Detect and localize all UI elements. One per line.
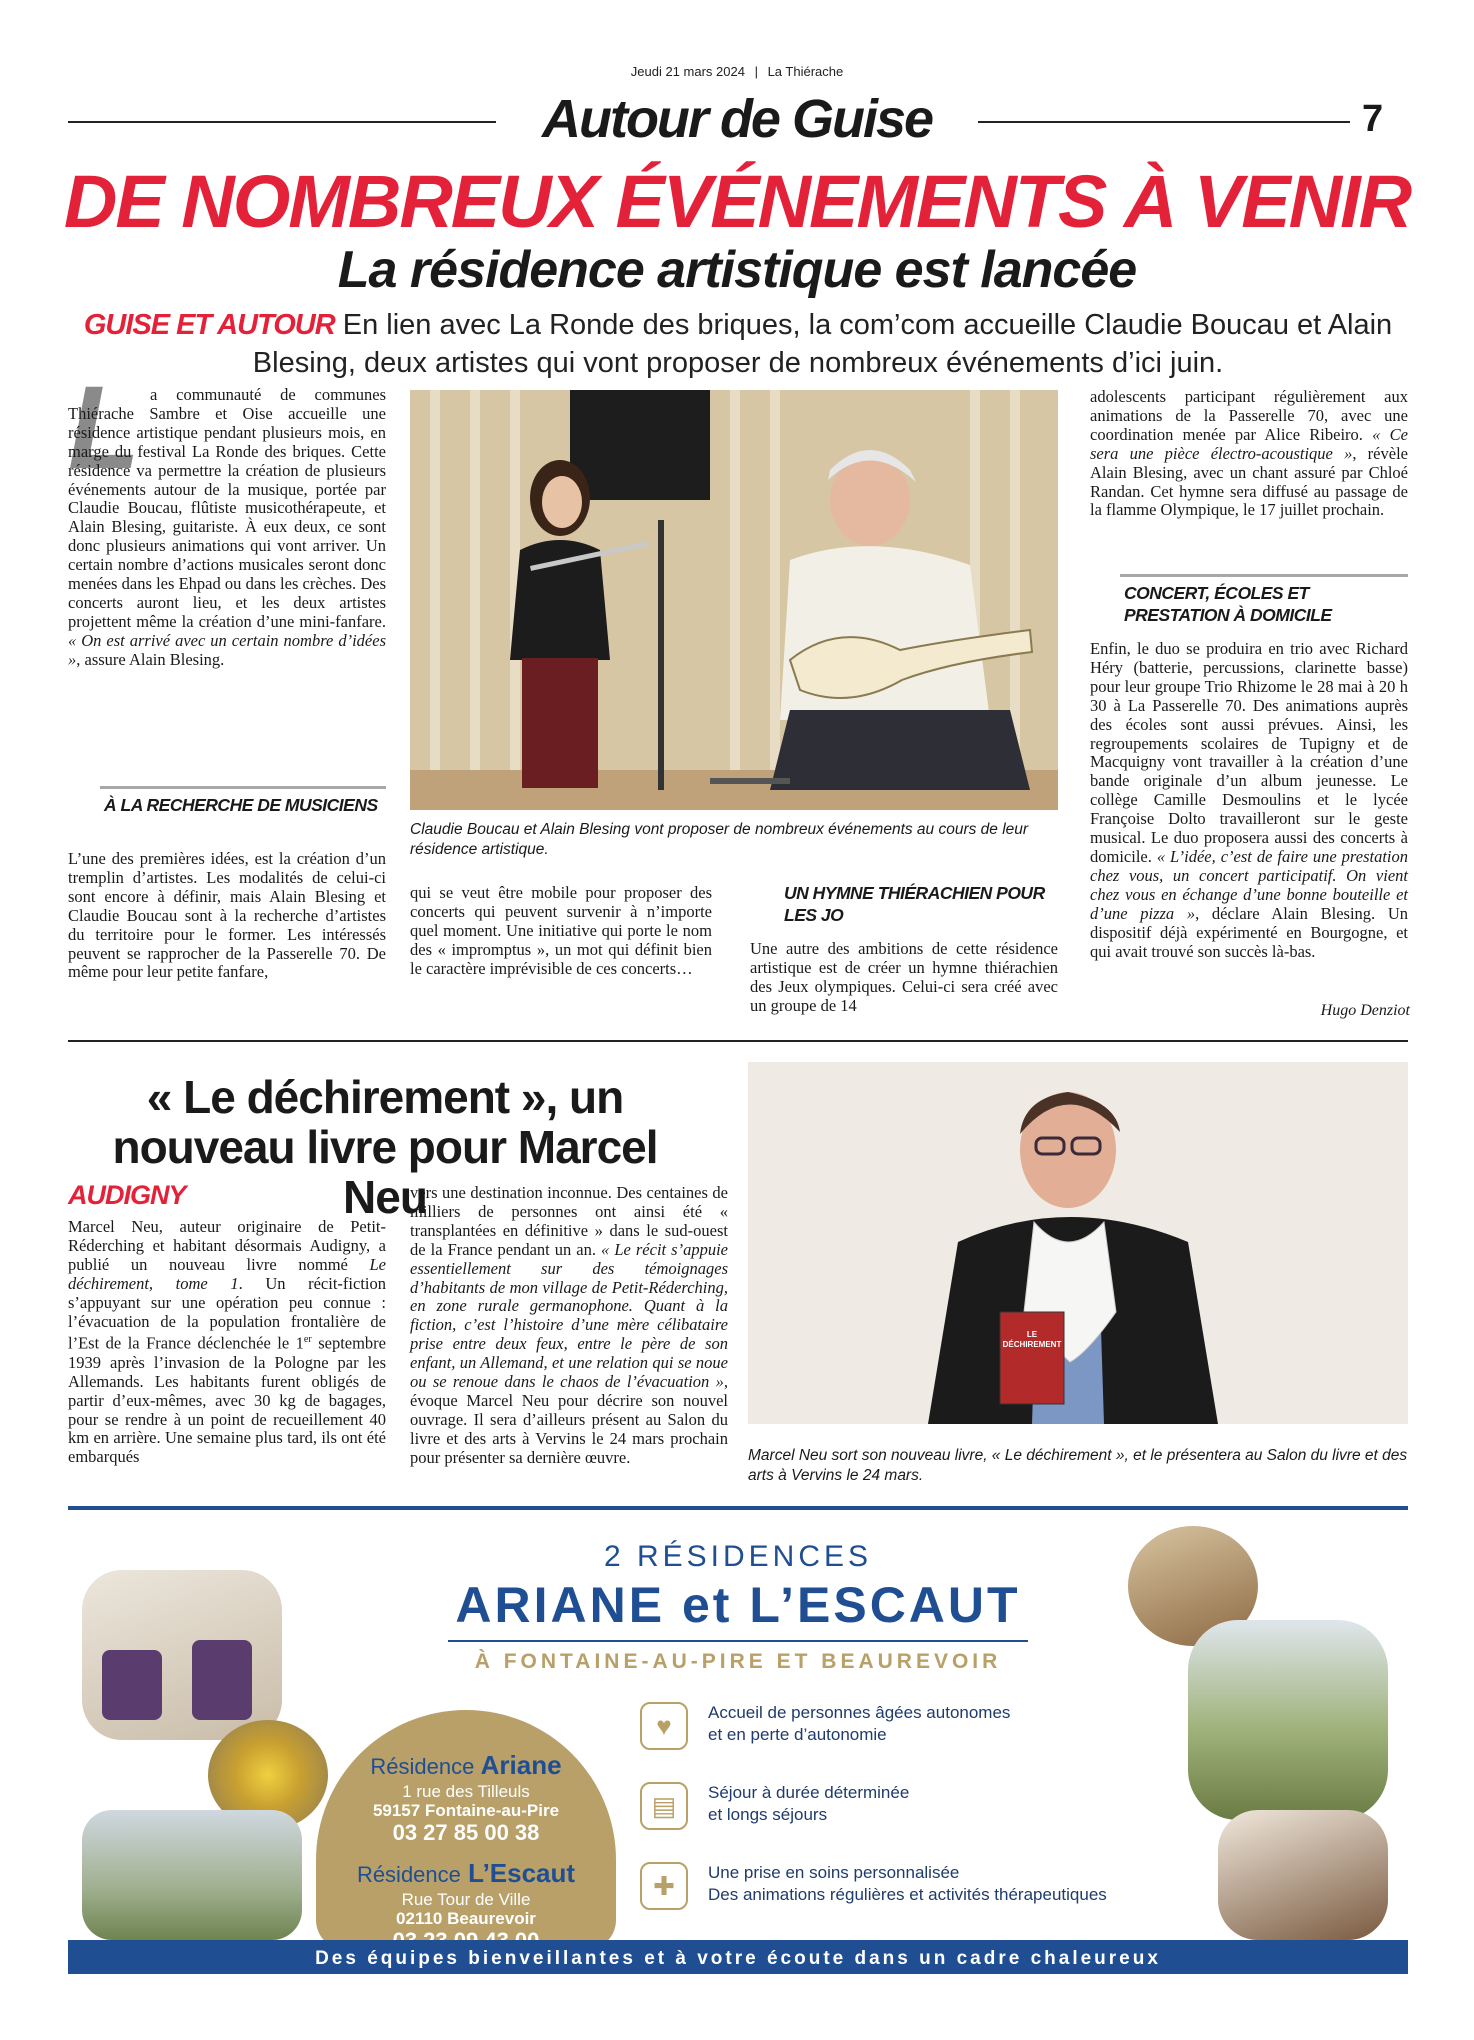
ad-title: ARIANE et L’ESCAUT [455, 1577, 1021, 1633]
ad-top-line: 2 RÉSIDENCES [603, 1540, 873, 1573]
article1-col4-bottom [1090, 640, 1408, 961]
article1-col4-top [1090, 388, 1408, 520]
author-signature: Hugo Denziot [1320, 1002, 1410, 1019]
article2-p1b: . Un récit-fiction s’appuyant sur une opération peu connue : l’évacuation de la population frontalière de l’Est de la France déclenchée le 1 [68, 1273, 386, 1353]
article2-col2 [410, 1184, 728, 1468]
feature-2 [708, 1782, 1228, 1826]
header-rule-left [68, 121, 496, 123]
residence-name: L’Escaut [468, 1858, 576, 1888]
ad-title-rule [448, 1640, 1028, 1642]
section-title: Autour de Guise [541, 89, 933, 149]
article1-p5-end: , déclare Alain Blesing. Un dispositif déjà expérimenté en Bourgogne, et qui avait trouvé son succès là-bas. [1090, 903, 1408, 961]
book-cover-text: LE DÉCHIREMENT [1002, 1330, 1062, 1349]
article1-p4-end: , révèle Alain Blesing, avec un chant assuré par Chloé Randan. Cet hymne sera diffusé au passage de la flamme Olympique, le 17 juillet prochain. [1090, 443, 1408, 520]
ad-photo-dining [1218, 1810, 1388, 1940]
article-divider [68, 1040, 1408, 1042]
musicians-photo [410, 390, 1058, 810]
feature-2-line2: et longs séjours [708, 1805, 828, 1824]
author-photo-illustration [748, 1062, 1408, 1424]
article1-p2: L’une des premières idées, est la création d’un tremplin d’artistes. Les modalités de celui-ci sont encore à définir, mais Alain Blesing et Claudie Boucau sont à la recherche d’artistes du territoire pour le former. Les intéressés peuvent se rapprocher de la Passerelle 70. De même pour leur petite fanfare, [68, 849, 386, 982]
article2-p1c: septembre 1939 après l’invasion de la Pologne par les Allemands. Les habitants furent obligés de partir d’eux-mêmes, avec 30 kg de bagages, pour se rendre à un point de recueillement 40 km en arrière. Une semaine plus tard, ils ont été embarqués [68, 1333, 386, 1467]
drop-cap: L [68, 362, 141, 494]
ad-footer-text: Des équipes bienveillantes et à votre écoute dans un cadre chaleureux [315, 1948, 1161, 1969]
article1-p4: adolescents participant régulièrement aux animations de la Passerelle 70, avec une coordination menée par Alice Ribeiro. [1090, 387, 1408, 444]
chapo-kicker: GUISE ET AUTOUR [83, 309, 335, 341]
subhead-musicians: À LA RECHERCHE DE MUSICIENS [104, 795, 378, 815]
article2-title: « Le déchirement », un nouveau livre pour Marcel Neu [112, 1071, 658, 1223]
article2-p2b: , évoque Marcel Neu pour décrire son nouvel ouvrage. Il sera d’ailleurs présent au Salon du livre et des arts à Vervins le 24 mars prochain pour présenter sa dernière œuvre. [410, 1372, 728, 1467]
subhead-concert: CONCERT, ÉCOLES ET PRESTATION À DOMICILE [1124, 583, 1332, 625]
feature-1 [708, 1702, 1228, 1746]
main-headline: DE NOMBREUX ÉVÉNEMENTS À VENIR [63, 160, 1411, 243]
feature-1-line2: et en perte d’autonomie [708, 1725, 887, 1744]
feature-2-line1: Séjour à durée déterminée [708, 1783, 910, 1802]
feature-3-line2: Des animations régulières et activités thérapeutiques [708, 1885, 1107, 1904]
feature-3 [708, 1862, 1228, 1906]
musicians-photo-illustration [410, 390, 1058, 810]
suitcase-icon: ▤ [640, 1782, 688, 1830]
residence-ariane-city: 59157 Fontaine-au-Pire [372, 1801, 560, 1820]
ad-residences-box [316, 1710, 616, 1950]
subhead-rule [1120, 574, 1408, 577]
article1-p5: Enfin, le duo se produira en trio avec Richard Héry (batterie, percussions, clarinette basse) pour leur groupe Trio Rhizome le 28 mai à 20 h 30 à La Passerelle 70. Des animations auprès des écoles sont aussi prévues. Ainsi, les regroupements scolaires de Tupigny et de Macquigny vont travailler à la création d’une bande originale d’un album jeunesse. Le collège Camille Desmoulins et le lycée Françoise Dolto travailleront sur le geste musical. Le duo proposera aussi des concerts à domicile. [1090, 639, 1408, 866]
article1-p4-quote: « Ce sera une pièce électro-acoustique » [1090, 424, 1408, 463]
article2-sup: er [303, 1334, 312, 1346]
dateline-separator: | [754, 64, 758, 79]
chapo [78, 306, 1398, 382]
residence-name: Ariane [480, 1750, 562, 1780]
author-photo [748, 1062, 1408, 1424]
residence-label: Résidence [356, 1862, 461, 1887]
article1-p2b: qui se veut être mobile pour proposer des concerts qui peuvent survenir à n’importe quel moment. Une initiative qui porte le nom des « impromptus », un mot qui définit bien le caractère imprévisible de ces concerts… [410, 883, 712, 978]
residence-escaut-city: 02110 Beaurevoir [396, 1909, 536, 1928]
header-rule-right [978, 121, 1350, 123]
article2-p1a: Marcel Neu, auteur originaire de Petit-Réderching et habitant désormais Audigny, a publié un nouveau livre nommé [68, 1217, 386, 1274]
care-icon: ✚ [640, 1862, 688, 1910]
musicians-photo-caption: Claudie Boucau et Alain Blesing vont proposer de nombreux événements au cours de leur résidence artistique. [410, 821, 1029, 858]
subhead-rule [100, 786, 386, 789]
chapo-text: En lien avec La Ronde des briques, la com’com accueille Claudie Boucau et Alain Blesing, deux artistes qui vont proposer de nombreux événements d’ici juin. [252, 309, 1393, 379]
residence-ariane-name [316, 1750, 616, 1782]
residence-ariane-street: 1 rue des Tilleuls [402, 1782, 530, 1801]
page-number: 7 [1362, 98, 1384, 140]
article2-book-title: Le déchirement, tome 1 [68, 1254, 386, 1293]
feature-3-line1: Une prise en soins personnalisée [708, 1863, 960, 1882]
sub-headline: La résidence artistique est lancée [337, 241, 1137, 299]
residence-ariane-phone: 03 27 85 00 38 [392, 1820, 540, 1845]
heart-hands-icon: ♥ [640, 1702, 688, 1750]
article1-p5-quote: « L’idée, c’est de faire une prestation chez vous, un concert participatif. On vient chez vous en échange d’une bonne bouteille et d’une pizza » [1090, 846, 1408, 923]
residence-escaut-street: Rue Tour de Ville [401, 1890, 531, 1909]
article1-p1-quote: « On est arrivé avec un certain nombre d’idées » [68, 630, 386, 669]
article1-col1-top [68, 386, 386, 670]
article1-p1: a communauté de communes Thiérache Sambre et Oise accueille une résidence artistique pendant plusieurs mois, en marge du festival La Ronde des briques. Cette résidence va permettre la création de plusieurs événements autour de la musique, portée par Claudie Boucau, flûtiste musicothérapeute, et Alain Blesing, guitariste. À eux deux, ce sont donc plusieurs animations qui vont arriver. Un certain nombre d’actions musicales seront donc menées dans les Ehpad ou dans les crèches. Des concerts auront lieu, et les deux artistes projettent même la création d’une mini-fanfare. [68, 385, 386, 631]
residences-advertisement [68, 1506, 1408, 1974]
article2-col1 [68, 1218, 386, 1467]
residence-label: Résidence [370, 1754, 475, 1779]
article2-quote: « Le récit s’appuie essentiellement sur des témoignages d’habitants de mon village de Petit-Réderching, en zone rurale germanophone. Quant à la fiction, c’est l’histoire d’une mère célibataire prise entre deux feux, entre le père de son enfant, un Allemand, et une relation qui se noue ou se renoue dans le chaos de l’évacuation » [410, 1239, 728, 1392]
article2-p2a: vers une destination inconnue. Des centaines de milliers de personnes ont ainsi été « transplantées en définitive » dans le sud-ouest de la France pendant un an. [410, 1183, 728, 1259]
feature-1-line1: Accueil de personnes âgées autonomes [708, 1703, 1011, 1722]
subhead-hymn: UN HYMNE THIÉRACHIEN POUR LES JO [784, 883, 1045, 925]
article1-p3: Une autre des ambitions de cette résidence artistique est de créer un hymne thiérachien des Jeux olympiques. Celui-ci sera créé avec un groupe de 14 [750, 939, 1058, 1015]
ad-subtitle: À FONTAINE-AU-PIRE ET BEAUREVOIR [474, 1650, 1002, 1673]
author-photo-caption: Marcel Neu sort son nouveau livre, « Le déchirement », et le présentera au Salon du livre et des arts à Vervins le 24 mars. [748, 1447, 1408, 1484]
dateline [0, 64, 1474, 79]
ad-photo-garden-left [82, 1810, 302, 1940]
residence-escaut-name [316, 1858, 616, 1890]
issue-date: Jeudi 21 mars 2024 [630, 64, 745, 79]
article1-p1-end: , assure Alain Blesing. [76, 649, 225, 669]
publication-name: La Thiérache [767, 64, 844, 79]
article2-kicker: AUDIGNY [68, 1180, 186, 1210]
